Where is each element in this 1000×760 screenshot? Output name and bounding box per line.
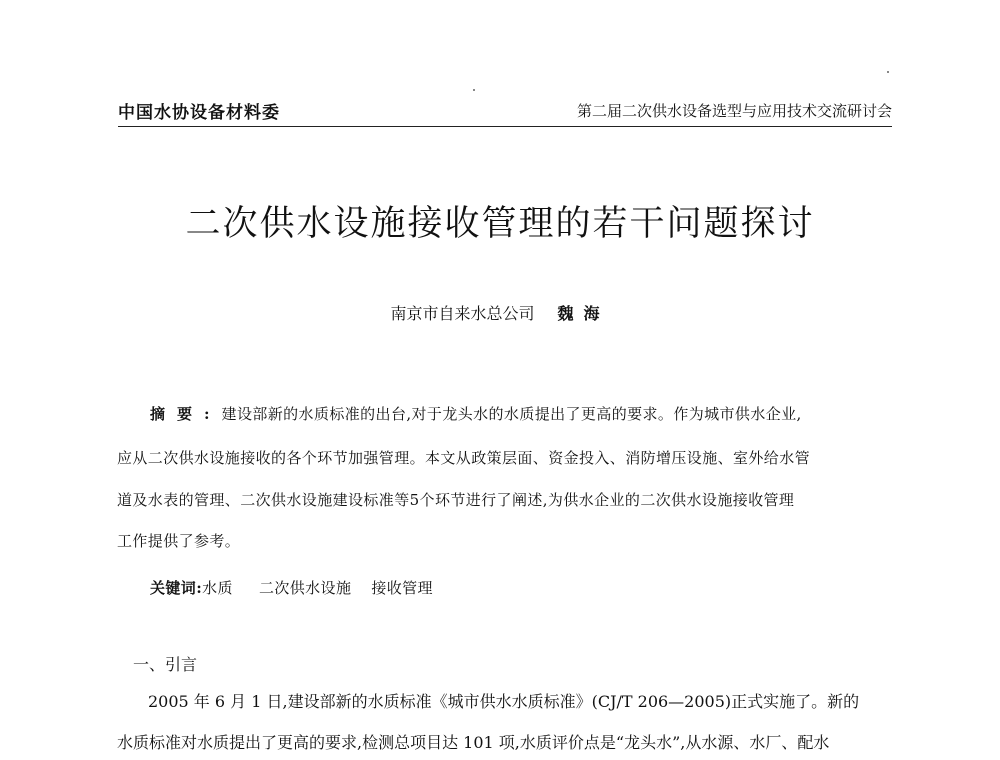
byline [0, 301, 1000, 324]
keyword-item: 水质 [202, 579, 233, 597]
scan-speck [887, 71, 889, 73]
section-heading: 一、引言 [133, 655, 198, 674]
header-organization: 中国水协设备材料委 [118, 103, 280, 123]
body-paragraph-line: 水质标准对水质提出了更高的要求,检测总项目达 101 项,水质评价点是“龙头水”,从水源、水厂、配水 [117, 733, 830, 752]
running-header [118, 96, 892, 127]
abstract-label: 摘要: [150, 405, 222, 423]
paper-title: 二次供水设施接收管理的若干问题探讨 [185, 204, 815, 244]
header-conference: 第二届二次供水设备选型与应用技术交流研讨会 [576, 102, 892, 120]
author-affiliation: 南京市自来水总公司 [390, 304, 535, 323]
abstract-line: 道及水表的管理、二次供水设施建设标准等5个环节进行了阐述,为供水企业的二次供水设施接收管理 [117, 491, 795, 509]
author-name: 魏海 [557, 304, 610, 323]
body-paragraph-line: 2005 年 6 月 1 日,建设部新的水质标准《城市供水水质标准》(CJ/T 206—2005)正式实施了。新的 [148, 692, 860, 711]
scan-speck [473, 89, 475, 91]
keywords-line [150, 577, 433, 598]
keyword-item: 接收管理 [371, 579, 433, 597]
abstract-line [150, 403, 802, 424]
keywords-label: 关键词: [150, 579, 203, 597]
keyword-item: 二次供水设施 [258, 579, 352, 597]
abstract-text: 建设部新的水质标准的出台,对于龙头水的水质提出了更高的要求。作为城市供水企业, [221, 405, 802, 423]
abstract-line: 工作提供了参考。 [117, 532, 241, 550]
abstract-line: 应从二次供水设施接收的各个环节加强管理。本文从政策层面、资金投入、消防增压设施、室外给水管 [117, 449, 811, 467]
